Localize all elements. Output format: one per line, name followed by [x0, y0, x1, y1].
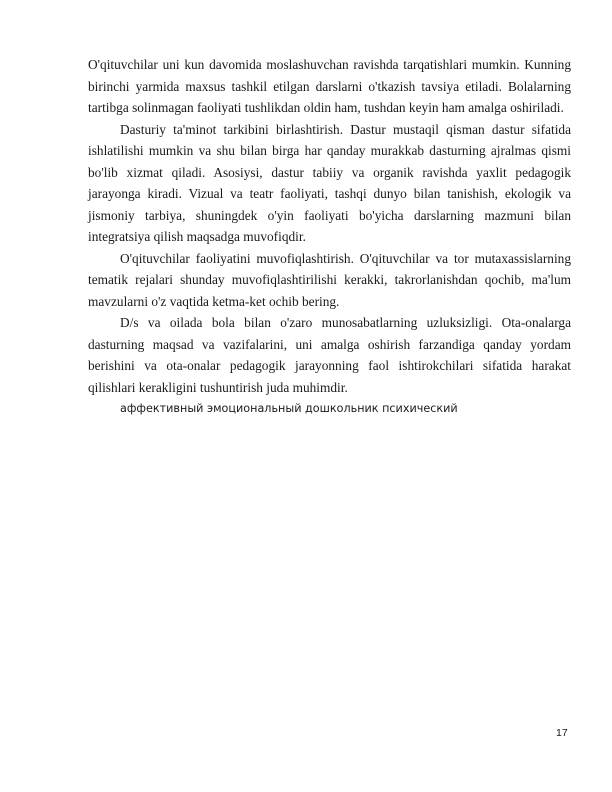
paragraph-1: O'qituvchilar uni kun davomida moslashuvchan ravishda tarqatishlari mumkin. Kunning birinchi yarmida maxsus tashkil etilgan darslarni o'tkazish tavsiya etiladi. Bolalarning tartibga solinmagan faoliyati tushlikdan oldin ham, tushdan keyin ham amalga oshiriladi. [88, 57, 571, 115]
paragraph-3: O'qituvchilar faoliyatini muvofiqlashtirish. O'qituvchilar va tor mutaxassislarning tematik rejalari shunday muvofiqlashtirilishi kerakki, takrorlanishdan qochib, ma'lum mavzularni o'z vaqtida ketma-ket ochib bering. [88, 250, 571, 309]
keywords-line: аффективный эмоциональный дошкольник психический [120, 402, 458, 415]
paragraph-4: D/s va oilada bola bilan o'zaro munosabatlarning uzluksizligi. Ota-onalarga dasturning maqsad va vazifalarini, uni amalga oshirish farzandiga qanday yordam berishini va ota-onalar pedagogik jarayonning faol ishtirokchilari sifatida harakat qilishlari kerakligini tushuntirish juda muhimdir. [88, 315, 571, 395]
paragraph-2: Dasturiy ta'minot tarkibini birlashtirish. Dastur mustaqil qisman dastur sifatida ishlatilishi mumkin va shu bilan birga har qanday murakkab dasturning ajralmas qismi bo'lib xizmat qiladi. Asosiysi, dastur tabiiy va organik ravishda yaxlit pedagogik jarayonga kiradi. Vizual va teatr faoliyati, tashqi dunyo bilan tanishish, ekologik va jismoniy tarbiya, shuningdek o'yin faoliyati bo'yicha darslarning mazmuni bilan integratsiya qilish maqsadga muvofiqdir. [88, 121, 571, 244]
document-body [88, 54, 571, 420]
page-number: 17 [556, 727, 568, 739]
